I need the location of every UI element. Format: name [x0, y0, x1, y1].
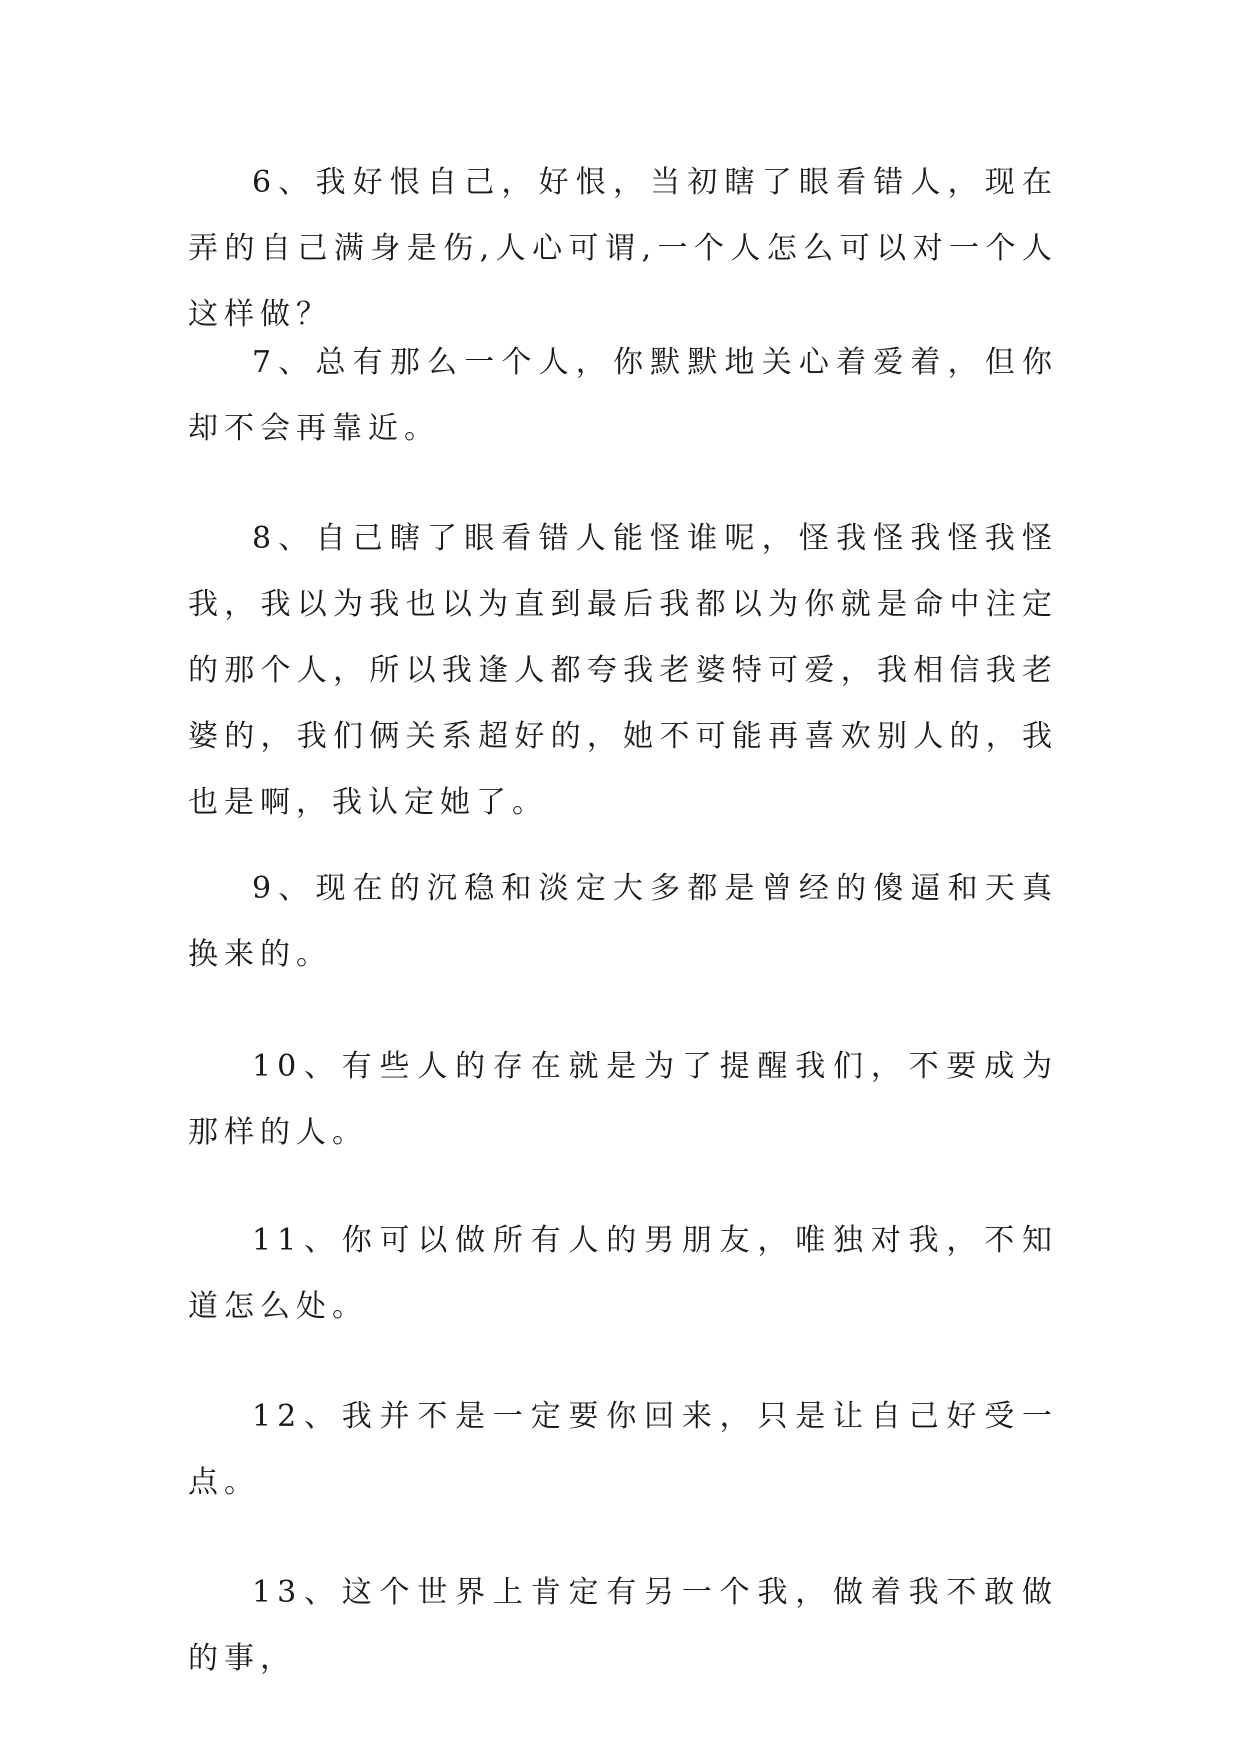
paragraph-9: 9、现在的沉稳和淡定大多都是曾经的傻逼和天真换来的。 — [188, 871, 1058, 972]
paragraph-6: 6、我好恨自己，好恨，当初瞎了眼看错人，现在弄的自己满身是伤,人心可谓,一个人怎么可以对一个人这样做？ — [188, 165, 1058, 332]
paragraph-10: 10、有些人的存在就是为了提醒我们，不要成为那样的人。 — [188, 1049, 1058, 1150]
paragraph-8: 8、自己瞎了眼看错人能怪谁呢，怪我怪我怪我怪我，我以为我也以为直到最后我都以为你就是命中注定的那个人，所以我逢人都夸我老婆特可爱，我相信我老婆的，我们俩关系超好的，她不可能再喜欢别人的，我也是啊，我认定她了。 — [188, 521, 1058, 820]
paragraph-12: 12、我并不是一定要你回来，只是让自己好受一点。 — [188, 1399, 1058, 1500]
paragraph-11: 11、你可以做所有人的男朋友，唯独对我，不知道怎么处。 — [188, 1223, 1058, 1324]
paragraph-7: 7、总有那么一个人，你默默地关心着爱着，但你却不会再靠近。 — [188, 345, 1058, 446]
paragraph-13: 13、这个世界上肯定有另一个我，做着我不敢做的事， — [188, 1575, 1058, 1676]
